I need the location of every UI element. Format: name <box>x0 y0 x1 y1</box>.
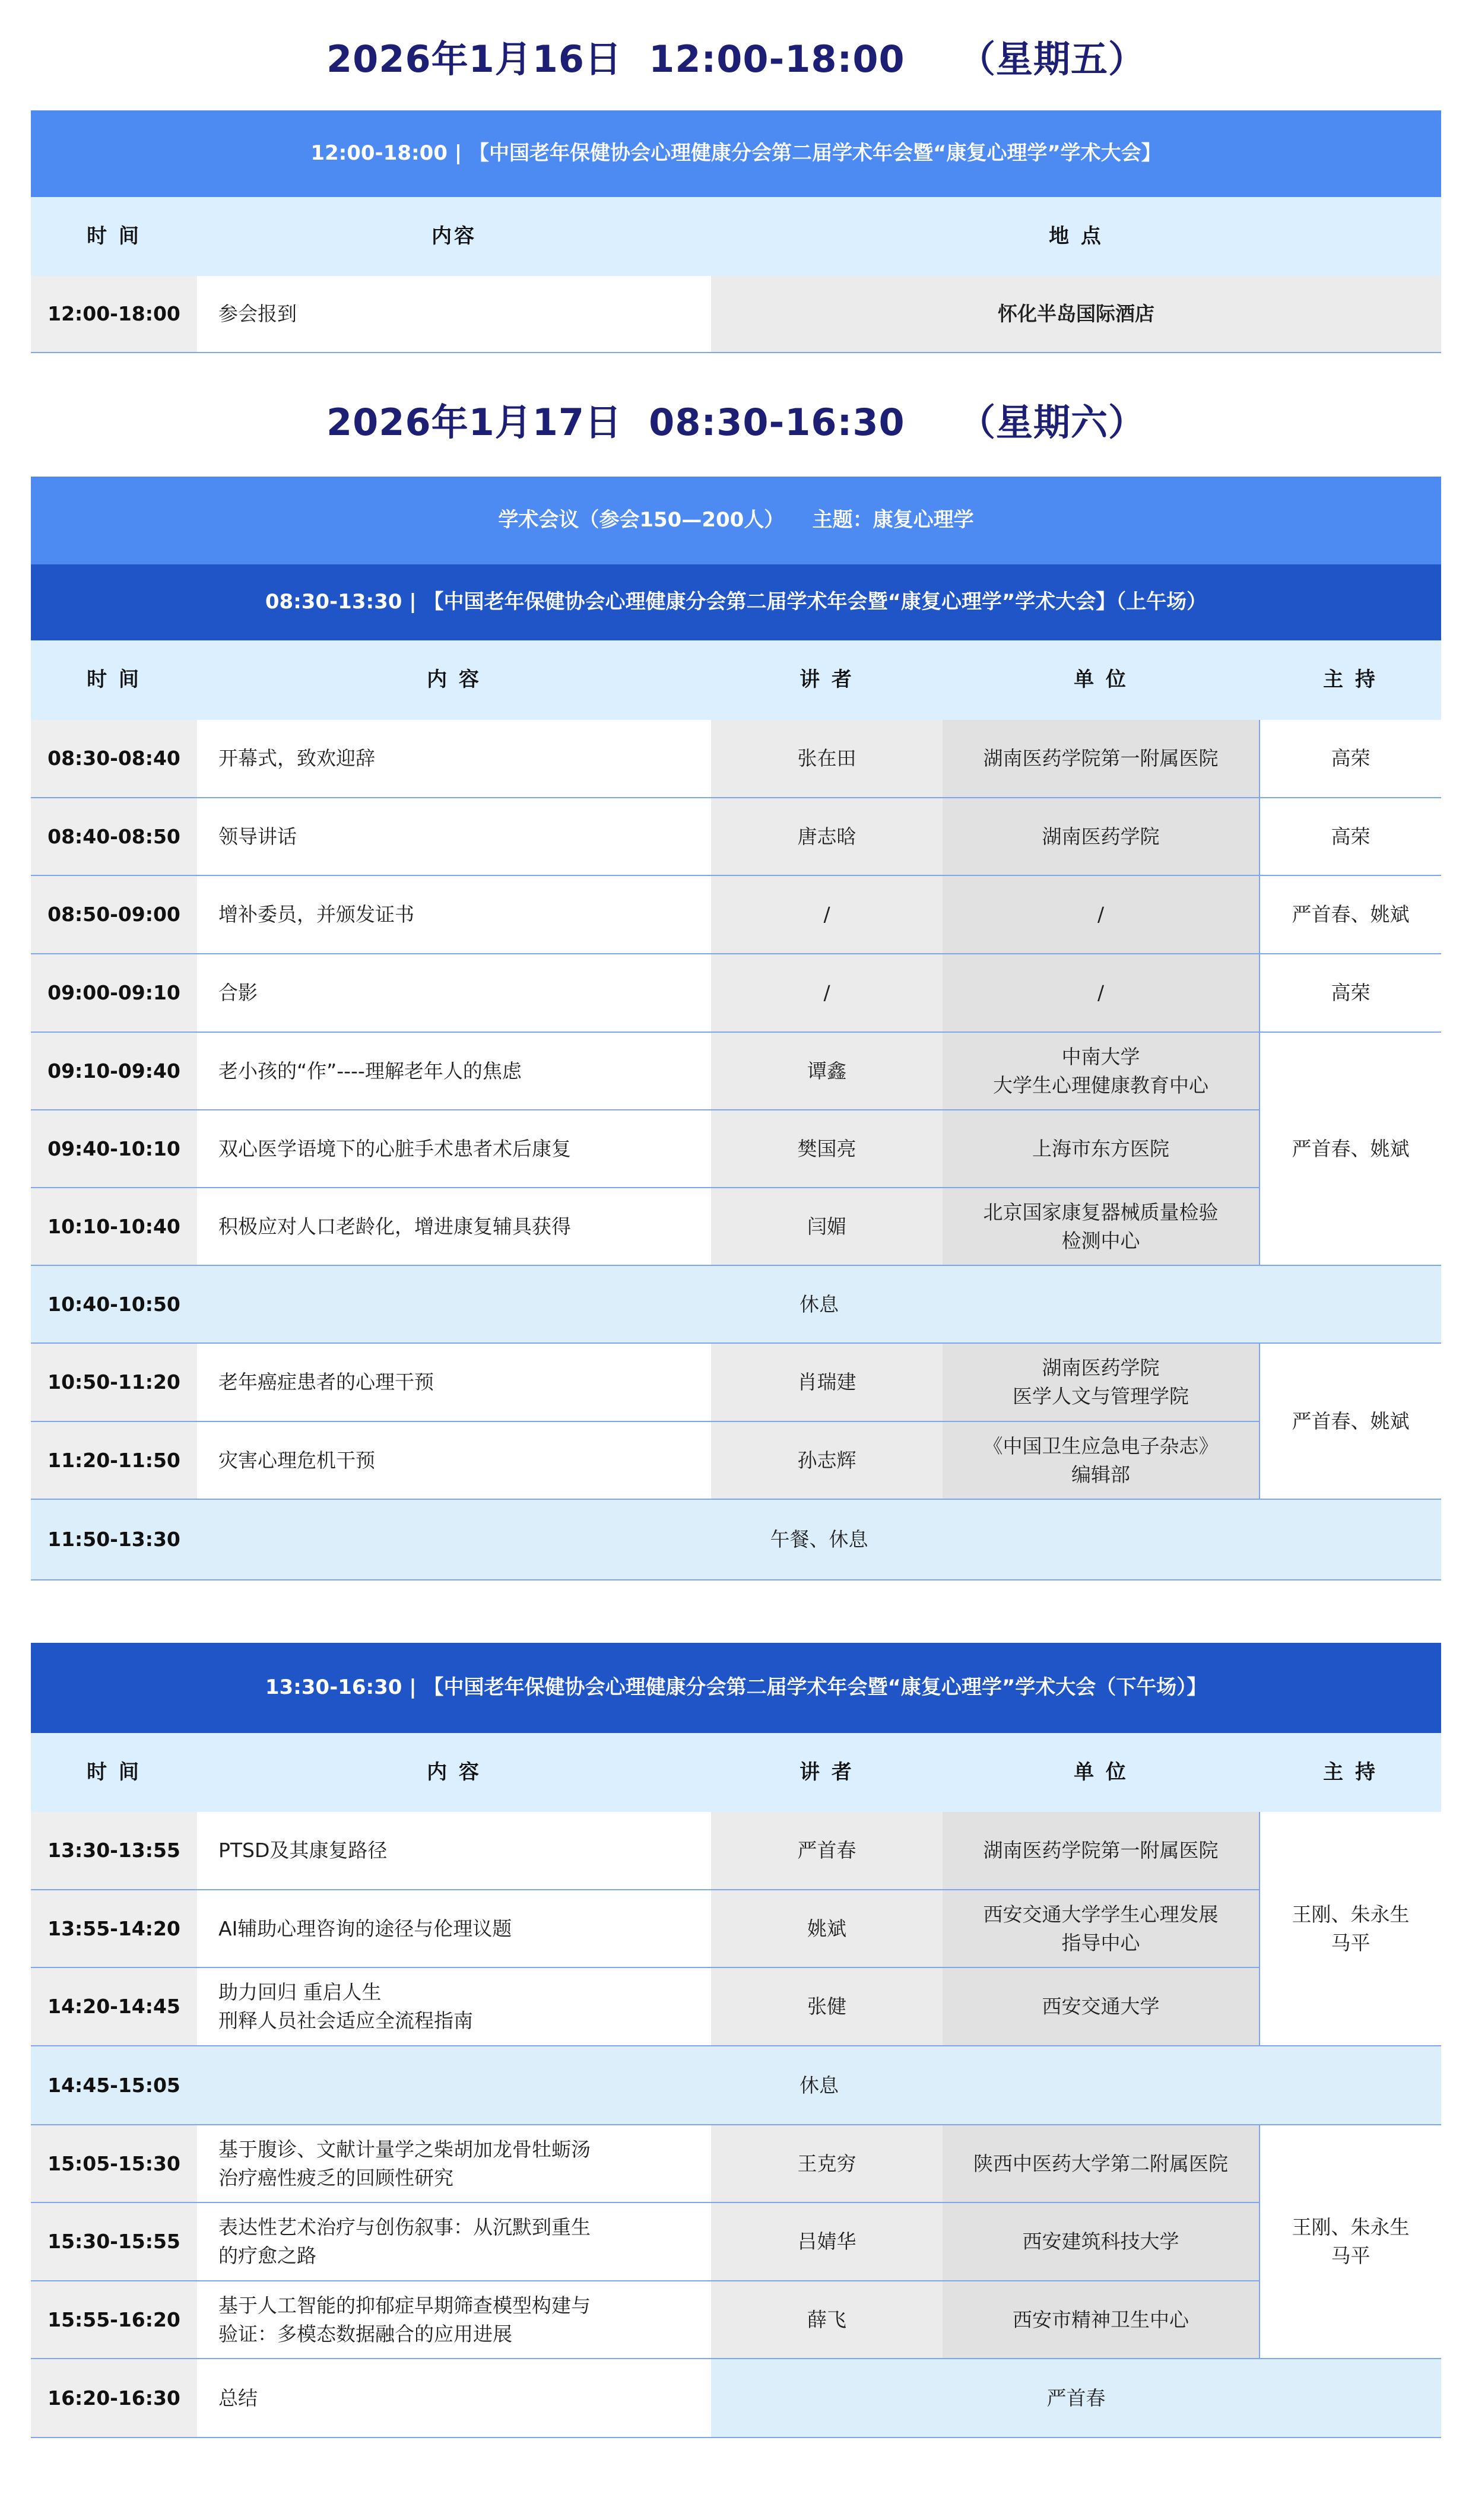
afternoon-banner-row <box>31 1643 1441 1733</box>
row-time: 10:40-10:50 <box>31 1265 197 1343</box>
row-time: 15:30-15:55 <box>31 2202 197 2281</box>
row-speaker: 肖瑞建 <box>711 1343 943 1421</box>
row-time: 14:45-15:05 <box>31 2046 197 2125</box>
row-host: 高荣 <box>1260 720 1441 798</box>
row-speaker: 樊国亮 <box>711 1110 943 1188</box>
row-unit: 陕西中医药大学第二附属医院 <box>943 2125 1260 2202</box>
row-speaker: / <box>711 875 943 954</box>
row-time: 09:00-09:10 <box>31 954 197 1032</box>
day1-table <box>31 110 1441 353</box>
header-host: 主 持 <box>1260 640 1441 720</box>
day1-banner: 12:00-18:00 | 【中国老年保健协会心理健康分会第二届学术年会暨“康复心理学”学术大会】 <box>31 110 1441 197</box>
row-content: 增补委员，并颁发证书 <box>197 875 711 954</box>
row-host: 高荣 <box>1260 954 1441 1032</box>
day2-afternoon-table <box>31 1643 1441 2438</box>
row-time: 15:55-16:20 <box>31 2281 197 2359</box>
row-content: 老小孩的“作”----理解老年人的焦虑 <box>197 1032 711 1110</box>
row-time: 08:30-08:40 <box>31 720 197 798</box>
row-time: 11:20-11:50 <box>31 1421 197 1499</box>
row-unit: 西安建筑科技大学 <box>943 2202 1260 2281</box>
afternoon-banner: 13:30-16:30 | 【中国老年保健协会心理健康分会第二届学术年会暨“康复心理学”学术大会（下午场）】 <box>31 1643 1441 1733</box>
day1-banner-row <box>31 110 1441 197</box>
row-content: 领导讲话 <box>197 798 711 875</box>
row-unit: / <box>943 875 1260 954</box>
header-unit: 单 位 <box>943 1733 1260 1812</box>
row-content: 老年癌症患者的心理干预 <box>197 1343 711 1421</box>
table-row <box>31 1110 1441 1188</box>
table-row <box>31 1343 1441 1421</box>
row-speaker: 严首春 <box>711 1812 943 1890</box>
row-time: 12:00-18:00 <box>31 276 197 353</box>
row-unit: / <box>943 954 1260 1032</box>
row-time: 13:30-13:55 <box>31 1812 197 1890</box>
day2-theme-banner: 学术会议（参会150—200人） 主题：康复心理学 <box>31 477 1441 564</box>
row-unit: 《中国卫生应急电子杂志》 编辑部 <box>943 1421 1260 1499</box>
row-content: 积极应对人口老龄化，增进康复辅具获得 <box>197 1188 711 1265</box>
row-time: 08:50-09:00 <box>31 875 197 954</box>
table-row <box>31 2281 1441 2359</box>
table-row <box>31 1812 1441 1890</box>
row-unit: 西安交通大学 <box>943 1967 1260 2046</box>
day1-header-row <box>31 197 1441 276</box>
row-content: 开幕式，致欢迎辞 <box>197 720 711 798</box>
row-host: 严首春、姚斌 <box>1260 875 1441 954</box>
day2-morning-table <box>31 477 1441 1580</box>
row-time: 16:20-16:30 <box>31 2359 197 2438</box>
row-time: 10:10-10:40 <box>31 1188 197 1265</box>
header-content: 内容 <box>197 197 711 276</box>
table-row <box>31 875 1441 954</box>
row-unit: 湖南医药学院第一附属医院 <box>943 720 1260 798</box>
summary-row <box>31 2359 1441 2438</box>
table-row <box>31 1032 1441 1110</box>
morning-header-row <box>31 640 1441 720</box>
row-host: 王刚、朱永生 马平 <box>1260 2125 1441 2359</box>
break-row <box>31 2046 1441 2125</box>
row-host: 严首春、姚斌 <box>1260 1032 1441 1265</box>
row-unit: 湖南医药学院 <box>943 798 1260 875</box>
header-content: 内 容 <box>197 640 711 720</box>
row-time: 14:20-14:45 <box>31 1967 197 2046</box>
row-unit: 湖南医药学院第一附属医院 <box>943 1812 1260 1890</box>
table-row <box>31 720 1441 798</box>
header-place: 地 点 <box>711 197 1441 276</box>
summary-host: 严首春 <box>711 2359 1441 2438</box>
table-row <box>31 2125 1441 2202</box>
row-unit: 西安市精神卫生中心 <box>943 2281 1260 2359</box>
break-label: 午餐、休息 <box>197 1499 1441 1580</box>
table-row <box>31 1188 1441 1265</box>
afternoon-header-row <box>31 1733 1441 1812</box>
row-time: 09:10-09:40 <box>31 1032 197 1110</box>
break-label: 休息 <box>197 2046 1441 2125</box>
row-host: 王刚、朱永生 马平 <box>1260 1812 1441 2046</box>
row-speaker: 孙志辉 <box>711 1421 943 1499</box>
row-speaker: / <box>711 954 943 1032</box>
row-content: PTSD及其康复路径 <box>197 1812 711 1890</box>
table-row <box>31 1421 1441 1499</box>
day1-title: 2026年1月16日 12:00-18:00 （星期五） <box>326 37 1146 81</box>
row-speaker: 张在田 <box>711 720 943 798</box>
row-speaker: 薛飞 <box>711 2281 943 2359</box>
row-content: 表达性艺术治疗与创伤叙事：从沉默到重生 的疗愈之路 <box>197 2202 711 2281</box>
row-speaker: 闫媚 <box>711 1188 943 1265</box>
table-row <box>31 1967 1441 2046</box>
day2-theme-banner-row <box>31 477 1441 564</box>
row-speaker: 王克穷 <box>711 2125 943 2202</box>
row-unit: 中南大学 大学生心理健康教育中心 <box>943 1032 1260 1110</box>
row-unit: 北京国家康复器械质量检验 检测中心 <box>943 1188 1260 1265</box>
break-row <box>31 1265 1441 1343</box>
break-label: 休息 <box>197 1265 1441 1343</box>
row-speaker: 张健 <box>711 1967 943 2046</box>
row-content: 基于人工智能的抑郁症早期筛查模型构建与 验证：多模态数据融合的应用进展 <box>197 2281 711 2359</box>
day2-title: 2026年1月17日 08:30-16:30 （星期六） <box>326 401 1146 444</box>
row-content: 合影 <box>197 954 711 1032</box>
row-time: 10:50-11:20 <box>31 1343 197 1421</box>
table-row <box>31 954 1441 1032</box>
morning-banner-row <box>31 564 1441 640</box>
header-content: 内 容 <box>197 1733 711 1812</box>
table-row <box>31 2202 1441 2281</box>
row-host: 高荣 <box>1260 798 1441 875</box>
header-speaker: 讲 者 <box>711 640 943 720</box>
row-place: 怀化半岛国际酒店 <box>711 276 1441 353</box>
table-row <box>31 1890 1441 1967</box>
row-host: 严首春、姚斌 <box>1260 1343 1441 1499</box>
row-time: 13:55-14:20 <box>31 1890 197 1967</box>
row-content: 总结 <box>197 2359 711 2438</box>
row-time: 08:40-08:50 <box>31 798 197 875</box>
header-time: 时 间 <box>31 1733 197 1812</box>
row-time: 11:50-13:30 <box>31 1499 197 1580</box>
row-speaker: 姚斌 <box>711 1890 943 1967</box>
morning-banner: 08:30-13:30 | 【中国老年保健协会心理健康分会第二届学术年会暨“康复心理学”学术大会】（上午场） <box>31 564 1441 640</box>
row-time: 15:05-15:30 <box>31 2125 197 2202</box>
header-time: 时 间 <box>31 197 197 276</box>
row-content: 基于腹诊、文献计量学之柴胡加龙骨牡蛎汤 治疗癌性疲乏的回顾性研究 <box>197 2125 711 2202</box>
table-row <box>31 276 1441 353</box>
row-unit: 湖南医药学院 医学人文与管理学院 <box>943 1343 1260 1421</box>
header-speaker: 讲 者 <box>711 1733 943 1812</box>
row-time: 09:40-10:10 <box>31 1110 197 1188</box>
row-unit: 上海市东方医院 <box>943 1110 1260 1188</box>
header-host: 主 持 <box>1260 1733 1441 1812</box>
row-unit: 西安交通大学学生心理发展 指导中心 <box>943 1890 1260 1967</box>
header-time: 时 间 <box>31 640 197 720</box>
row-content: 参会报到 <box>197 276 711 353</box>
row-content: 双心医学语境下的心脏手术患者术后康复 <box>197 1110 711 1188</box>
row-content: 灾害心理危机干预 <box>197 1421 711 1499</box>
table-row <box>31 798 1441 875</box>
row-content: AI辅助心理咨询的途径与伦理议题 <box>197 1890 711 1967</box>
header-unit: 单 位 <box>943 640 1260 720</box>
break-row <box>31 1499 1441 1580</box>
row-speaker: 谭鑫 <box>711 1032 943 1110</box>
row-speaker: 唐志晗 <box>711 798 943 875</box>
row-content: 助力回归 重启人生 刑释人员社会适应全流程指南 <box>197 1967 711 2046</box>
row-speaker: 吕婧华 <box>711 2202 943 2281</box>
